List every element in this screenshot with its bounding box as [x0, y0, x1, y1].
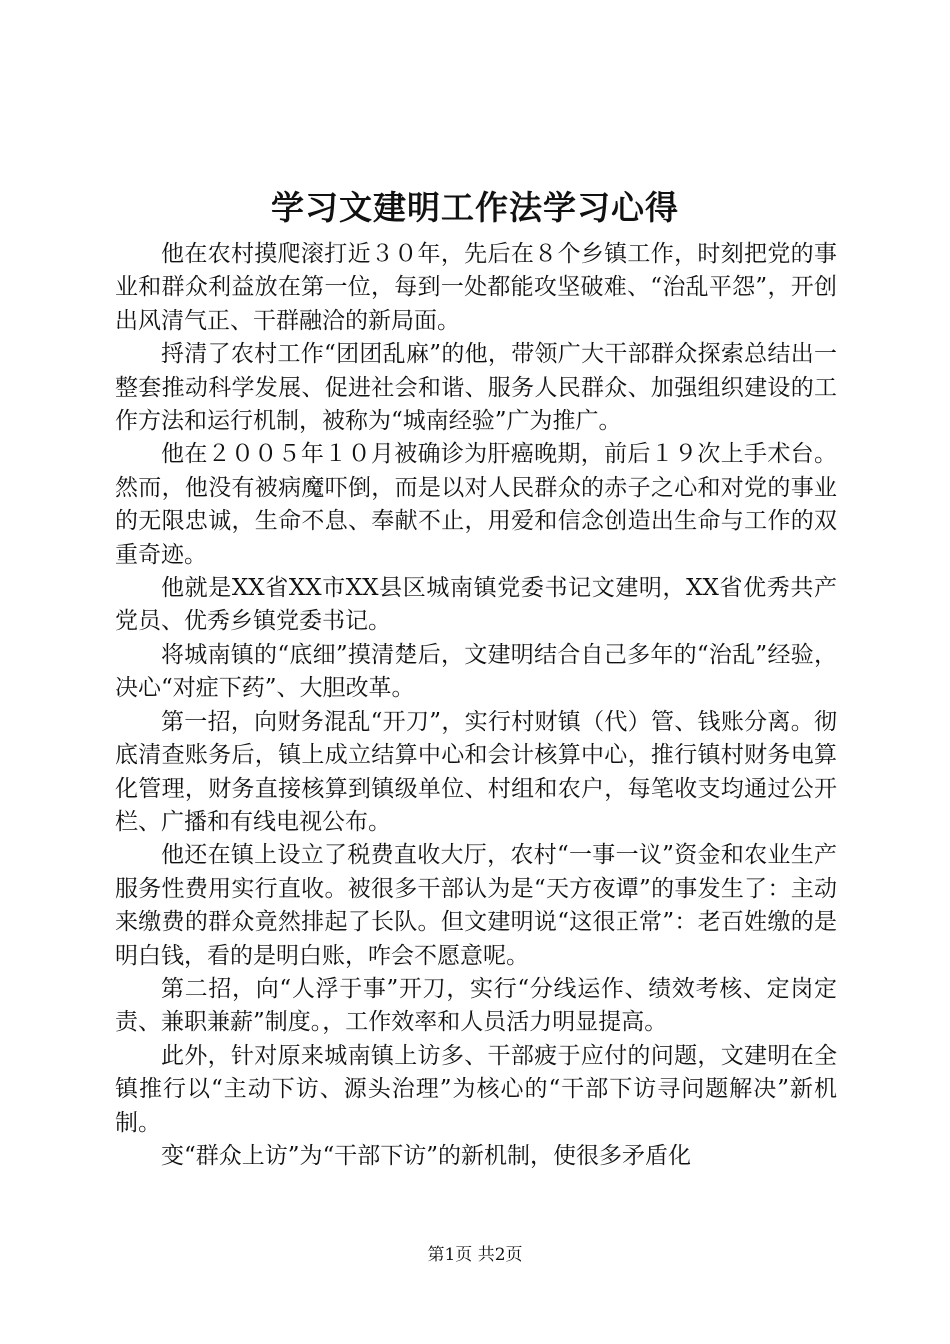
- paragraph: 他就是XX省XX市XX县区城南镇党委书记文建明，XX省优秀共产党员、优秀乡镇党委书记。: [115, 575, 837, 635]
- paragraph: 变“群众上访”为“干部下访”的新机制，使很多矛盾化: [161, 1142, 692, 1169]
- paragraph: 他在农村摸爬滚打近３０年，先后在８个乡镇工作，时刻把党的事业和群众利益放在第一位，每到一处都能攻坚破难、“治乱平怨”，开创出风清气正、干群融洽的新局面。: [115, 241, 837, 334]
- document-title: 学习文建明工作法学习心得: [271, 188, 679, 227]
- document-body: [115, 238, 837, 1173]
- paragraph: 他还在镇上设立了税费直收大厅，农村“一事一议”资金和农业生产服务性费用实行直收。被很多干部认为是“天方夜谭”的事发生了：主动来缴费的群众竟然排起了长队。但文建明说“这很正常”：老百姓缴的是明白钱，看的是明白账，咋会不愿意呢。: [115, 842, 837, 969]
- paragraph: 将城南镇的“底细”摸清楚后，文建明结合自己多年的“治乱”经验，决心“对症下药”、大胆改革。: [115, 641, 837, 702]
- paragraph: 第二招，向“人浮于事”开刀，实行“分线运作、绩效考核、定岗定责、兼职兼薪”制度。，工作效率和人员活力明显提高。: [115, 975, 837, 1036]
- page-number-footer: 第1页 共2页: [427, 1245, 523, 1265]
- paragraph: 第一招，向财务混乱“开刀”，实行村财镇（代）管、钱账分离。彻底清查账务后，镇上成立结算中心和会计核算中心，推行镇村财务电算化管理，财务直接核算到镇级单位、村组和农户，每笔收支均通过公开栏、广播和有线电视公布。: [115, 708, 837, 835]
- paragraph: 他在２００５年１０月被确诊为肝癌晚期，前后１９次上手术台。然而，他没有被病魔吓倒，而是以对人民群众的赤子之心和对党的事业的无限忠诚，生命不息、奉献不止，用爱和信念创造出生命与工作的双重奇迹。: [115, 441, 837, 568]
- paragraph: 捋清了农村工作“团团乱麻”的他，带领广大干部群众探索总结出一整套推动科学发展、促进社会和谐、服务人民群众、加强组织建设的工作方法和运行机制，被称为“城南经验”广为推广。: [115, 341, 837, 435]
- paragraph: 此外，针对原来城南镇上访多、干部疲于应付的问题，文建明在全镇推行以“主动下访、源头治理”为核心的“干部下访寻问题解决”新机制。: [115, 1042, 837, 1136]
